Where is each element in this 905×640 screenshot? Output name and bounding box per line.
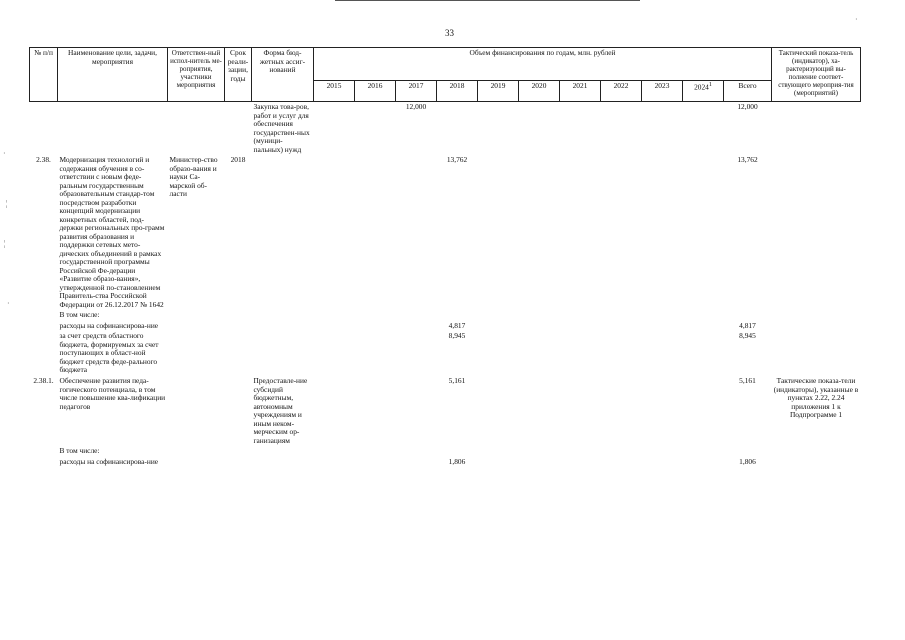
table-row [30, 331, 861, 376]
row-year-value [396, 310, 437, 321]
header-responsible: Ответствен-ный испол-нитель ме-роприятия, участники мероприятия [168, 48, 225, 102]
row-year-value [355, 331, 396, 376]
row-year-value [601, 457, 642, 468]
row-indicator [772, 331, 861, 376]
row-year-value [355, 102, 396, 156]
table-row [30, 102, 861, 156]
row-indicator [772, 446, 861, 457]
year-header: 2015 [314, 81, 355, 102]
row-number: 2.38. [36, 155, 51, 165]
row-term [225, 331, 252, 376]
top-rule [335, 0, 640, 1]
year-header: 2020 [519, 81, 560, 102]
year-header: 2017 [396, 81, 437, 102]
table-row [30, 457, 861, 468]
scan-artifact: ¦ [6, 199, 8, 208]
row-year-value [519, 102, 560, 156]
row-year-value [683, 155, 724, 310]
financing-table [29, 47, 861, 467]
total-header: Всего [724, 81, 772, 102]
row-year-value [437, 310, 478, 321]
row-indicator [772, 457, 861, 468]
row-year-value [683, 321, 724, 332]
row-year-value [560, 155, 601, 310]
row-year-value [314, 446, 355, 457]
row-term [225, 376, 252, 446]
year-label: 2024 [694, 82, 709, 92]
row-year-value [314, 321, 355, 332]
row-number: 2.38.1. [33, 375, 54, 385]
row-form: Предоставле-ние субсидий бюджетным, автономным учреждениям и иным неком-мерческим ор-ганизациям [253, 375, 308, 445]
year-header: 2019 [478, 81, 519, 102]
row-year-value [642, 376, 683, 446]
row-year-value [314, 310, 355, 321]
row-total: 1,806 [739, 456, 756, 466]
header-form: Форма бюд-жетных ассиг-нований [252, 48, 314, 102]
row-year-value [478, 321, 519, 332]
year-header: 2018 [437, 81, 478, 102]
row-name: В том числе: [59, 310, 100, 320]
row-year-value [560, 446, 601, 457]
row-year-value [601, 331, 642, 376]
year-header: 2022 [601, 81, 642, 102]
row-year-value [642, 321, 683, 332]
row-name: расходы на софинансирова-ние [59, 456, 159, 466]
row-number [30, 321, 58, 332]
row-year-value [437, 446, 478, 457]
row-year-value [314, 376, 355, 446]
row-year-value [478, 376, 519, 446]
row-year-value [642, 457, 683, 468]
row-year-value [355, 446, 396, 457]
row-form [252, 155, 314, 310]
row-form [252, 446, 314, 457]
row-total: 12,000 [737, 102, 758, 111]
row-name: за счет средств областного бюджета, формируемых за счет поступающих в област-ной бюджет средств феде-рального бюджета [59, 331, 159, 375]
row-year-value [355, 321, 396, 332]
row-total: 4,817 [739, 320, 756, 330]
table-row [30, 446, 861, 457]
row-term [225, 457, 252, 468]
row-number [30, 310, 58, 321]
row-year-value [519, 331, 560, 376]
row-year-value [478, 446, 519, 457]
row-year-value [683, 331, 724, 376]
row-indicator [772, 310, 861, 321]
row-year-value [642, 310, 683, 321]
row-total: 13,762 [737, 155, 758, 165]
row-year-value: 1,806 [448, 456, 466, 466]
row-year-value [560, 321, 601, 332]
row-term [225, 310, 252, 321]
row-year-value [437, 102, 478, 156]
row-name: Обеспечение развития педа-гогического потенциала, в том числе повышение ква-лификации педагогов [59, 375, 166, 411]
row-year-value [683, 446, 724, 457]
row-indicator: Тактические показа-тели (индикаторы), указанные в пунктах 2.22, 2.24 приложения 1 к Подпрограмме 1 [773, 375, 859, 420]
row-responsible [168, 321, 225, 332]
table-row [30, 310, 861, 321]
row-term [225, 321, 252, 332]
page-number: 33 [445, 28, 454, 38]
row-term: 2018 [230, 155, 246, 165]
row-year-value: 4,817 [448, 320, 466, 330]
row-year-value [396, 457, 437, 468]
row-year-value [601, 321, 642, 332]
table-row [30, 155, 861, 310]
scan-artifact: · [3, 149, 6, 158]
row-responsible [168, 376, 225, 446]
row-year-value [396, 446, 437, 457]
row-year-value [478, 102, 519, 156]
row-year-value [314, 331, 355, 376]
row-responsible [168, 310, 225, 321]
row-name [58, 102, 168, 156]
row-year-value [560, 310, 601, 321]
row-year-value [478, 331, 519, 376]
year-header: 2021 [560, 81, 601, 102]
header-name: Наименование цели, задачи, мероприятия [58, 48, 168, 102]
row-year-value [560, 457, 601, 468]
row-year-value [355, 155, 396, 310]
row-responsible [168, 102, 225, 156]
row-year-value [683, 376, 724, 446]
row-year-value: 13,762 [446, 155, 468, 165]
row-name: расходы на софинансирова-ние [59, 320, 159, 330]
row-total [724, 310, 772, 321]
row-year-value [519, 310, 560, 321]
header-indicator: Тактический показа-тель (индикатор), ха-рактеризующий вы-полнение соответ-ствующего мероприя-тия (мероприятий) [772, 48, 861, 102]
row-form: Закупка това-ров, работ и услуг для обеспечения государствен-ных (муници-пальных) нужд [253, 102, 310, 154]
row-indicator [772, 102, 861, 156]
row-year-value [519, 321, 560, 332]
row-responsible [168, 446, 225, 457]
row-year-value [478, 155, 519, 310]
row-form [252, 457, 314, 468]
row-year-value: 5,161 [448, 375, 466, 385]
row-year-value [396, 155, 437, 310]
row-number [30, 446, 58, 457]
row-year-value [355, 457, 396, 468]
table-row [30, 376, 861, 446]
table-header [30, 48, 861, 102]
row-year-value [601, 446, 642, 457]
row-year-value [560, 102, 601, 156]
row-number [30, 457, 58, 468]
row-term [225, 102, 252, 156]
row-term [225, 446, 252, 457]
row-year-value [519, 155, 560, 310]
row-year-value [683, 310, 724, 321]
header-num: № п/п [30, 48, 58, 102]
row-year-value [519, 457, 560, 468]
row-form [252, 331, 314, 376]
row-year-value [642, 446, 683, 457]
row-total: 5,161 [739, 375, 756, 385]
row-form [252, 321, 314, 332]
row-year-value [355, 310, 396, 321]
row-form [252, 310, 314, 321]
row-number [30, 331, 58, 376]
row-year-value [601, 102, 642, 156]
row-year-value [478, 310, 519, 321]
year-header: 2016 [355, 81, 396, 102]
row-number [30, 102, 58, 156]
scan-artifact: · [7, 299, 10, 308]
row-total: 8,945 [739, 331, 756, 341]
row-year-value [642, 331, 683, 376]
row-year-value [314, 457, 355, 468]
table-row [30, 321, 861, 332]
scan-artifact: ¦ [4, 239, 6, 248]
row-responsible [168, 331, 225, 376]
row-indicator [772, 155, 861, 310]
row-year-value [396, 321, 437, 332]
row-year-value [642, 155, 683, 310]
row-year-value [601, 376, 642, 446]
row-name: Модернизация технологий и содержания обучения в со-ответствии с новым феде-ральным государственным образовательным стандар-том посредством разработки концепций модернизации конкретных областей, под-держки региональных про-грамм развития образования и поддержки сетевых мето-дических объединений в рамках государственной программы Российской Фе-дерации «Развитие образо-вания», утвержденной по-становлением Правитель-ства Российской Федерации от 26.12.2017 № 1642 [59, 155, 165, 309]
row-year-value [396, 331, 437, 376]
row-total [724, 446, 772, 457]
row-year-value [355, 376, 396, 446]
row-year-value: 8,945 [448, 331, 466, 341]
year-header [683, 81, 724, 102]
row-year-value [683, 102, 724, 156]
row-year-value [560, 376, 601, 446]
row-year-value [314, 155, 355, 310]
row-responsible [168, 457, 225, 468]
table-body [30, 102, 861, 468]
row-year-value [601, 155, 642, 310]
row-year-value [642, 102, 683, 156]
footnote-mark: 1 [708, 82, 712, 88]
header-funding: Объем финансирования по годам, млн. рублей [314, 48, 772, 81]
row-year-value [683, 457, 724, 468]
row-year-value [519, 376, 560, 446]
row-year-value [396, 376, 437, 446]
row-year-value: 12,000 [405, 102, 427, 111]
row-year-value [519, 446, 560, 457]
year-header: 2023 [642, 81, 683, 102]
row-year-value [601, 310, 642, 321]
header-term: Срок реали-зации, годы [225, 48, 252, 102]
row-responsible: Министер-ство образо-вания и науки Са-марской об-ласти [169, 155, 218, 199]
row-name: В том числе: [59, 446, 100, 456]
row-year-value [478, 457, 519, 468]
row-year-value [560, 331, 601, 376]
scan-artifact: · [855, 15, 858, 24]
row-indicator [772, 321, 861, 332]
row-year-value [314, 102, 355, 156]
